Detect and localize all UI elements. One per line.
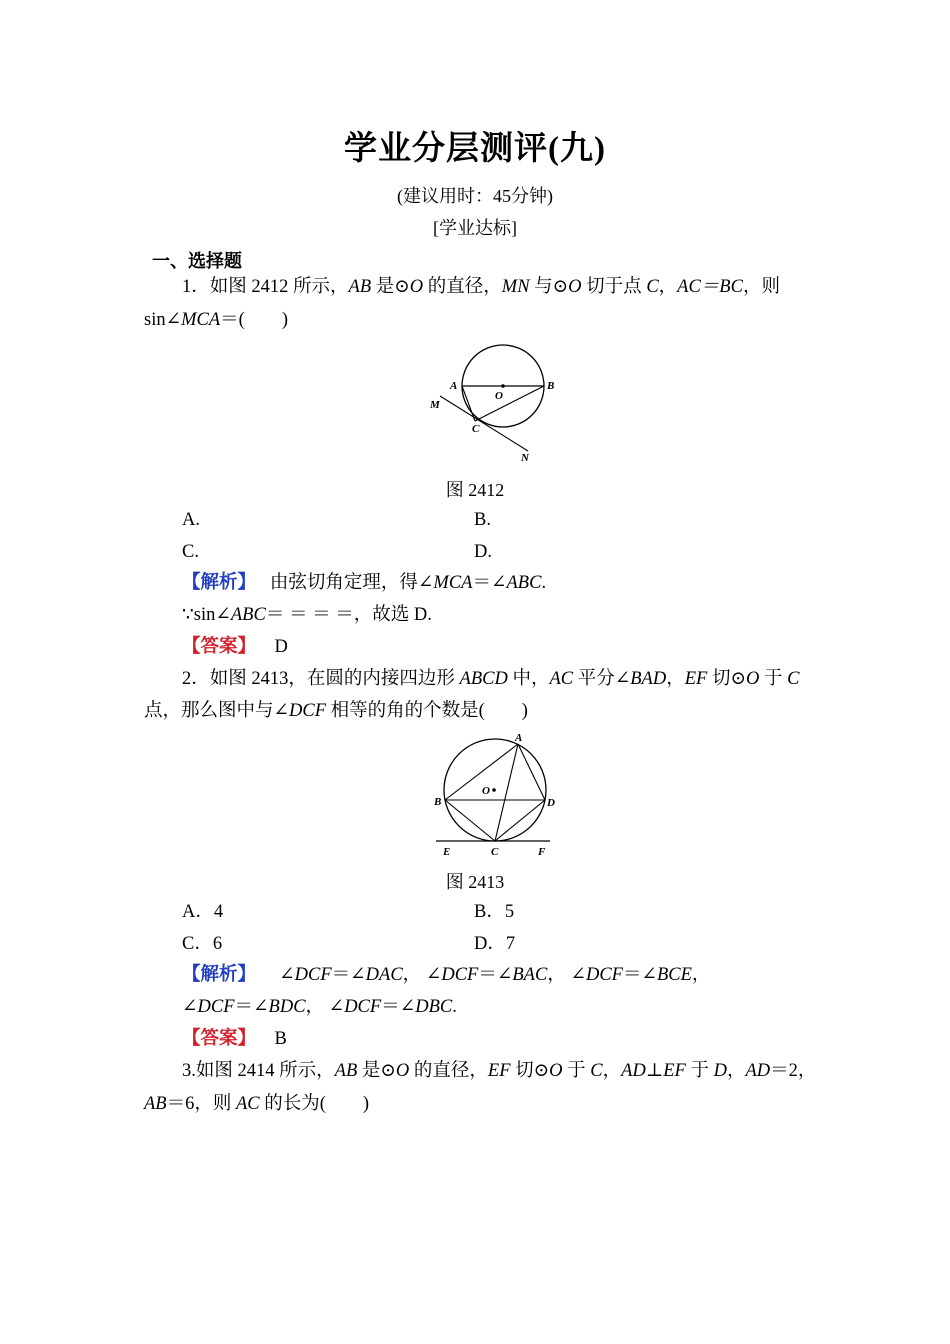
q1-option-a: A. [182,510,200,530]
q3-text: ， [726,1061,746,1081]
q2-text: 相等的角的个数是( ) [326,701,528,721]
q3-var: AB [334,1061,358,1081]
q2-analysis-text: . [452,997,457,1017]
q3-var: C [590,1061,603,1081]
q1-text: 1．如图 2412 所示， [182,277,349,297]
analysis-tag: 【解析】 [182,965,257,985]
q1-analysis-text: 由弦切角定理，得∠ [269,573,434,593]
q1-analysis-text: ＝∠ [472,573,507,593]
label-m: M [430,399,440,411]
q2-analysis-text: ∠ [570,965,586,985]
q3-var: EF [487,1061,511,1081]
q1-var: O [409,277,424,297]
q3-var: AB [144,1094,167,1114]
label-c: C [491,846,499,858]
label-b: B [547,380,555,392]
q2-analysis-text: ， [305,997,325,1017]
q3-var: AC [236,1094,260,1114]
q2-option-a: A．4 [182,902,224,922]
q2-option-c: C．6 [182,934,223,954]
label-a: A [450,380,458,392]
q1-analysis-text: ∵sin∠ [182,605,231,625]
q1-caption: 图 2412 [445,480,505,500]
q1-text: 切于点 [581,277,647,297]
q3-line1 [182,1059,816,1083]
q2-var: BAD [630,669,667,689]
q2-var: ABCD [459,669,508,689]
label-b: B [434,796,442,808]
label-n: N [521,452,529,464]
q2-option-b: B．5 [474,902,515,922]
q2-var: DCF [585,965,623,985]
q2-var: AC [549,669,574,689]
q2-var: BDC [268,997,306,1017]
q2-var: DBC [415,997,453,1017]
q3-text: ＝2， [770,1061,817,1081]
q1-var: AC＝BC [677,277,743,297]
q2-text: 点，那么图中与∠ [144,701,290,721]
q1-analysis-line2 [182,603,432,627]
q1-var: MCA [433,573,473,593]
label-f: F [538,846,546,858]
q2-var: BCE [656,965,692,985]
tangent-mn [440,396,528,451]
q1-text: 是⊙ [371,277,410,297]
label-a: A [515,732,523,744]
figure-2413 [428,726,563,861]
q2-analysis-text: ， [691,965,711,985]
q2-caption: 图 2413 [445,872,505,892]
q2-analysis-line2 [182,995,457,1019]
q2-line1 [182,667,799,691]
q1-option-c: C. [182,542,199,562]
figure-2412 [420,340,570,465]
q1-option-d: D. [474,542,492,562]
q2-analysis-text: ＝∠ [331,965,366,985]
q2-analysis-text: ， [402,965,422,985]
q2-analysis-text: ∠ [328,997,345,1017]
q2-var: O [745,669,760,689]
q1-text: 与⊙ [529,277,569,297]
q1-text: sin∠ [144,310,182,330]
q2-analysis-text: ∠ [425,965,442,985]
q2-var: DCF [441,965,479,985]
q3-text: ＝6，则 [166,1094,236,1114]
section-heading: 一、选择题 [152,251,242,271]
answer-tag: 【答案】 [182,637,257,657]
q2-answer [182,1027,287,1051]
q3-var: EF [663,1061,686,1081]
center-dot [501,384,505,388]
q2-var: EF [684,669,708,689]
q3-var: O [549,1061,563,1081]
q2-var: C [787,669,800,689]
q1-analysis-line1 [182,571,546,595]
q1-text: 的直径， [423,277,502,297]
q2-var: DCF [289,701,327,721]
q2-var: DAC [365,965,403,985]
label-o: O [482,785,490,797]
q2-text: 2．如图 2413，在圆的内接四边形 [182,669,460,689]
q2-analysis-text: ＝∠ [478,965,513,985]
q2-analysis-text: ∠ [279,965,295,985]
q2-text: 于 [759,669,788,689]
q3-text: 于 [562,1061,591,1081]
q1-line1 [182,275,780,299]
q3-text: ⊥ [645,1061,664,1081]
section-tag: [学业达标] [433,218,517,238]
q3-text: 是⊙ [357,1061,396,1081]
q1-option-b: B. [474,510,491,530]
q1-text: ， [658,277,678,297]
label-o: O [495,390,503,402]
q2-var: DCF [294,965,332,985]
q2-text: 平分∠ [573,669,631,689]
q1-analysis-text: ＝ ＝ ＝ ＝，故选 D. [265,605,432,625]
q2-var: DCF [197,997,235,1017]
q1-var: AB [348,277,372,297]
q2-var: BAC [512,965,548,985]
q3-text: 的直径， [409,1061,488,1081]
q1-line2 [144,308,288,332]
page-title: 学业分层测评(九) [344,131,606,167]
q1-var: O [568,277,582,297]
q1-answer [182,635,288,659]
q3-text: 于 [685,1061,714,1081]
q2-analysis-text: ＝∠ [622,965,657,985]
q1-var: ABC [230,605,266,625]
q2-text: ， [666,669,685,689]
q1-text: ＝( ) [220,310,288,330]
q2-line2 [144,699,528,723]
q3-text: ， [602,1061,622,1081]
analysis-tag: 【解析】 [182,573,257,593]
q3-var: AD [745,1061,771,1081]
label-c: C [472,423,480,435]
q2-analysis-text: ＝∠ [381,997,416,1017]
q3-text: 3.如图 2414 所示， [182,1061,335,1081]
chord-ac [462,386,475,421]
q3-text: 的长为( ) [259,1094,370,1114]
q2-analysis-line1 [182,963,710,987]
q3-var: AD [621,1061,646,1081]
q2-text: 中， [507,669,550,689]
q3-var: D [713,1061,727,1081]
answer-tag: 【答案】 [182,1029,257,1049]
q2-analysis-text: ∠ [182,997,198,1017]
q3-line2 [144,1092,369,1116]
q2-option-d: D．7 [474,934,516,954]
q1-text: ，则 [742,277,780,297]
label-e: E [443,846,451,858]
q2-analysis-text: ， [547,965,566,985]
q3-var: O [395,1061,410,1081]
q1-var: MN [501,277,530,297]
q1-var: C [646,277,659,297]
q1-analysis-text: . [541,573,547,593]
answer-value: B [274,1029,287,1049]
answer-value: D [274,637,288,657]
q1-var: MCA [181,310,221,330]
time-note: (建议用时：45分钟) [397,186,553,206]
q2-analysis-text: ＝∠ [234,997,269,1017]
q3-text: 切⊙ [510,1061,550,1081]
chord-ad [518,744,545,800]
label-d: D [547,797,555,809]
q2-text: 切⊙ [707,669,746,689]
q1-var: ABC [506,573,542,593]
center-dot [492,788,496,792]
chord-bc [475,386,544,421]
q2-var: DCF [344,997,382,1017]
